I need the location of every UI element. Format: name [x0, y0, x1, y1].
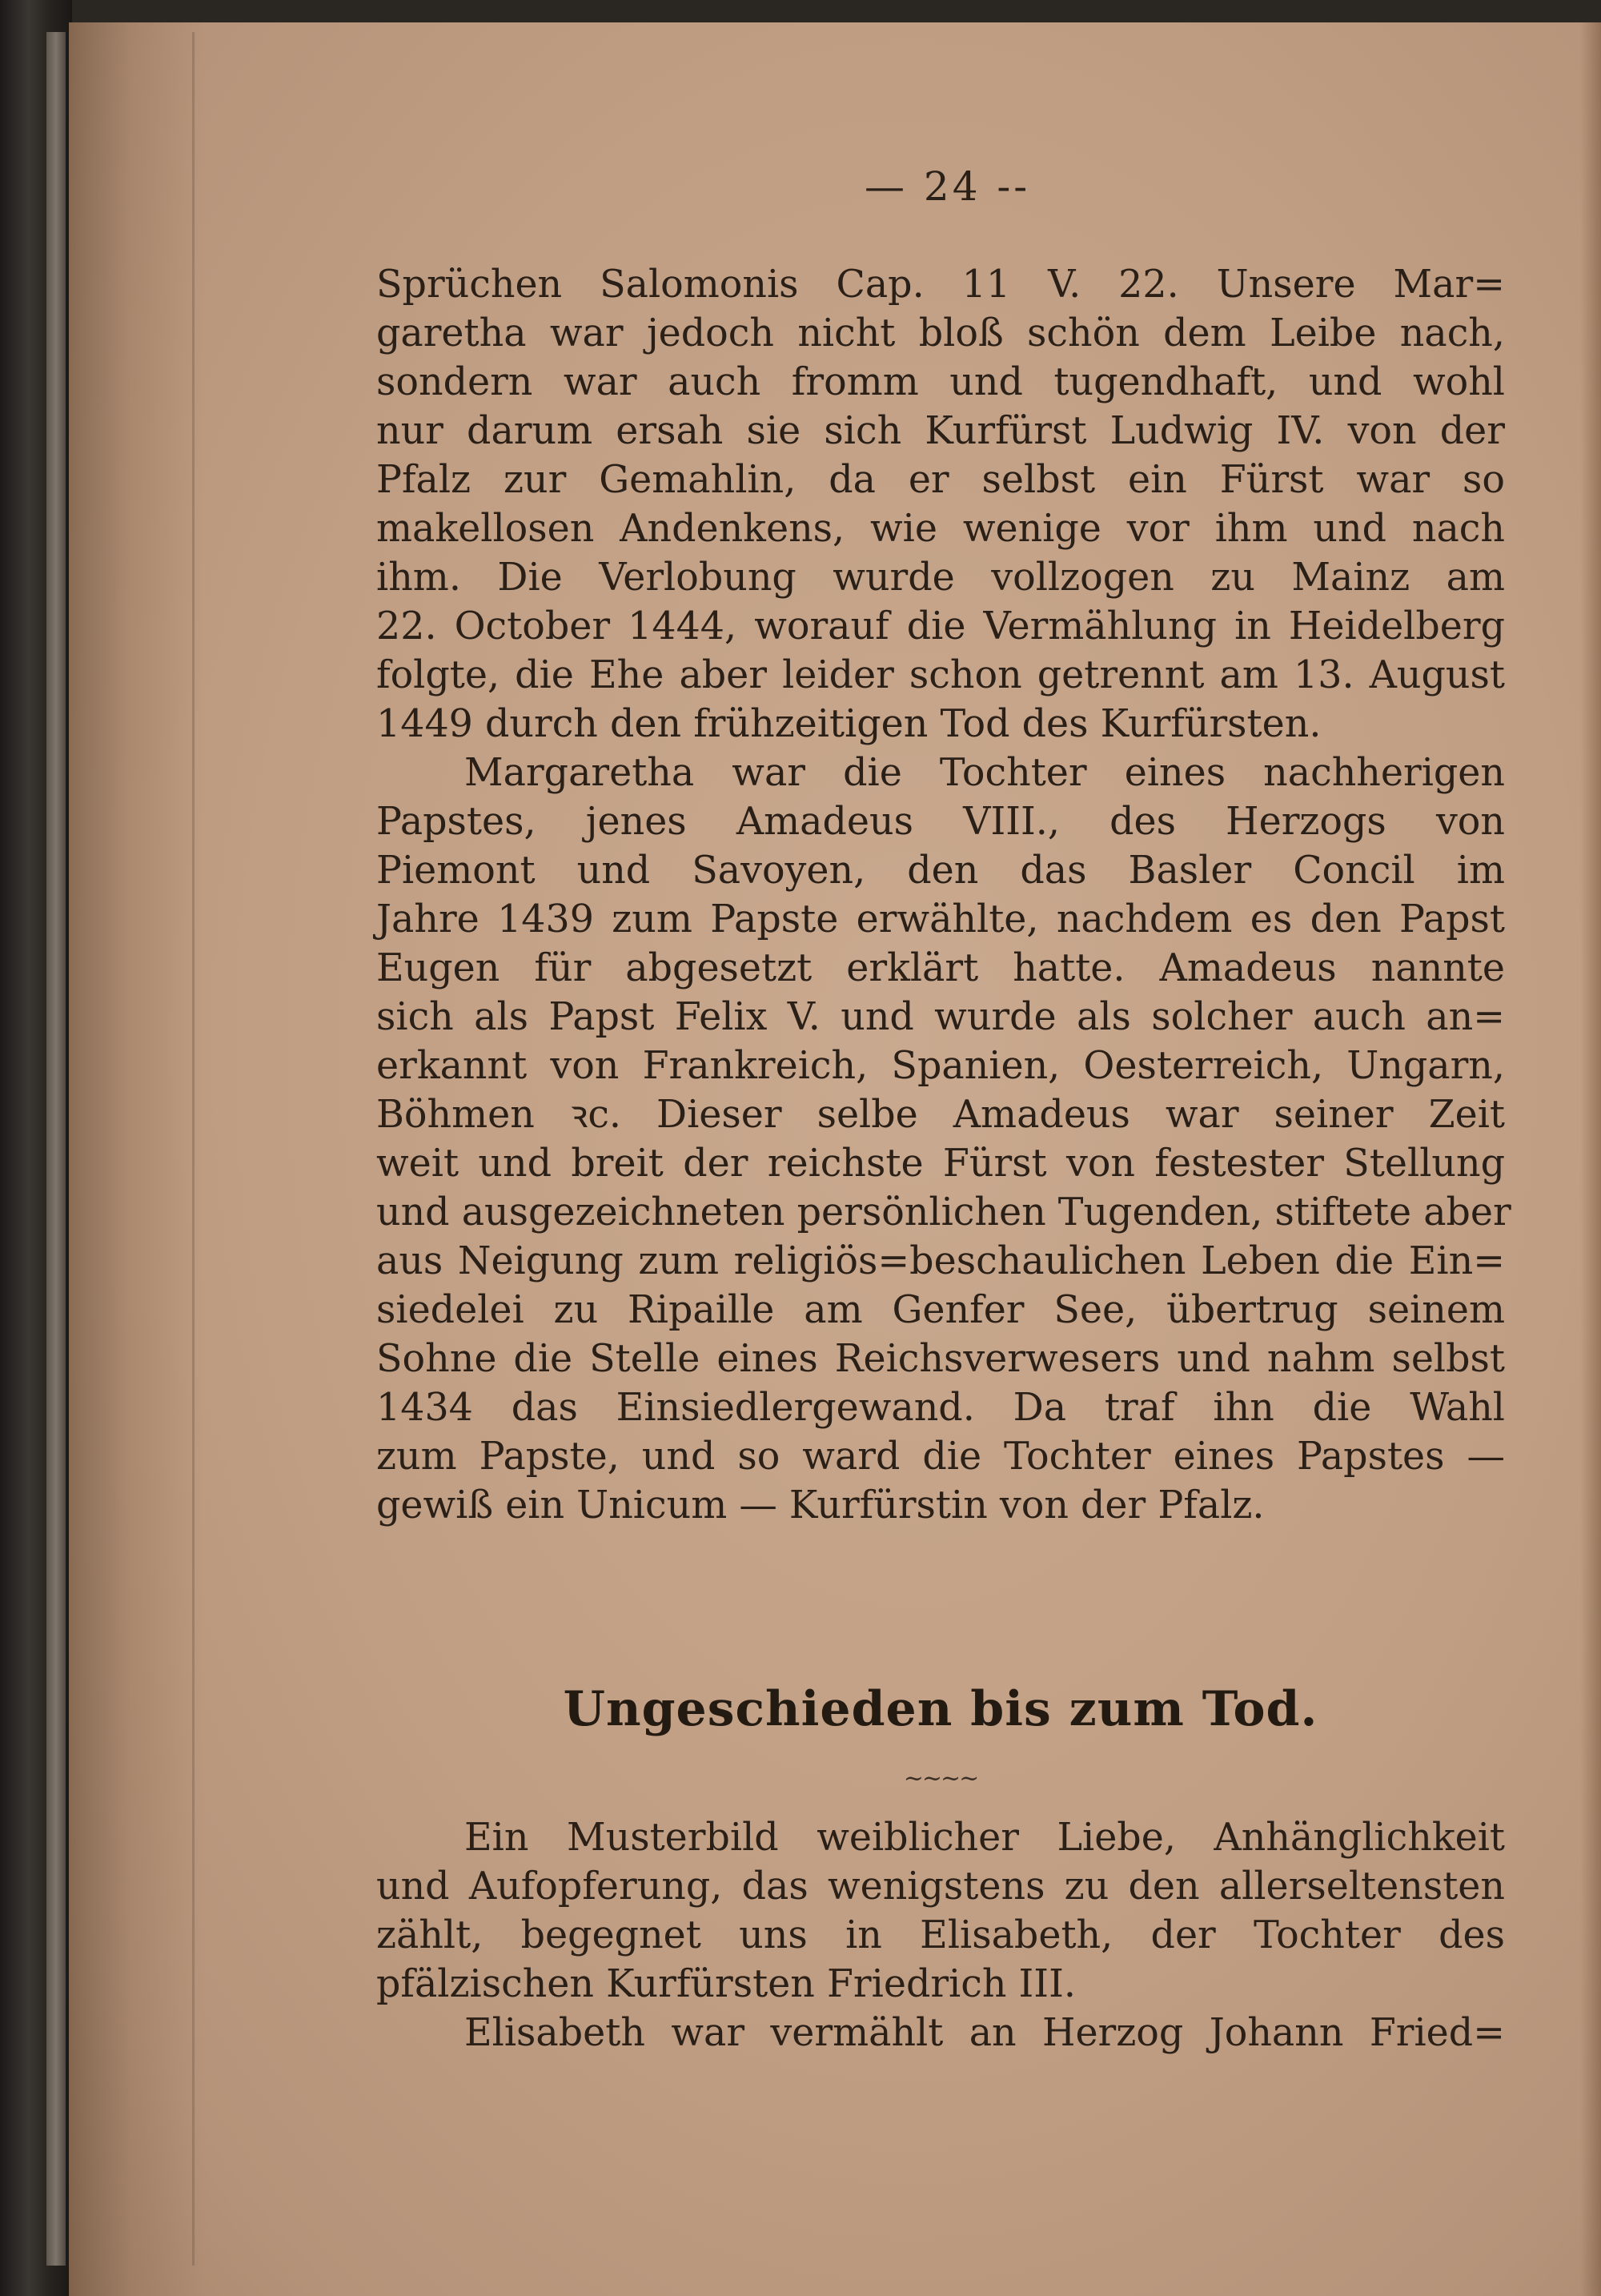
text-line: weit und breit der reichste Fürst von festester Stellung [376, 1142, 1505, 1186]
text-line: und ausgezeichneten persönlichen Tugenden, stiftete aber [376, 1190, 1511, 1234]
paragraph-elisabeth [376, 1813, 1505, 2057]
text-line: erkannt von Frankreich, Spanien, Oesterreich, Ungarn, [376, 1044, 1505, 1088]
text-line: nur darum ersah sie sich Kurfürst Ludwig IV. von der [376, 409, 1505, 453]
text-line: Sohne die Stelle eines Reichsverwesers und nahm selbst [376, 1337, 1505, 1381]
text-line: Pfalz zur Gemahlin, da er selbst ein Fürst war so [376, 458, 1505, 502]
text-line: folgte, die Ehe aber leider schon getrennt am 13. August [376, 653, 1505, 697]
text-line: zum Papste, und so ward die Tochter eines Papstes — [376, 1435, 1505, 1479]
ornament-divider: ~~~~ [903, 1764, 978, 1792]
text-line: 1434 das Einsiedlergewand. Da traf ihn die Wahl [376, 1386, 1505, 1430]
text-line: makellosen Andenkens, wie wenige vor ihm und nach [376, 507, 1505, 551]
page-gutter-shadow [69, 22, 205, 2296]
text-line: und Aufopferung, das wenigstens zu den allerseltensten [376, 1864, 1505, 1909]
text-line: siedelei zu Ripaille am Genfer See, übertrug seinem [376, 1288, 1505, 1332]
page-number: — 24 -- [865, 163, 1031, 210]
text-line: Papstes, jenes Amadeus VIII., des Herzogs von [376, 800, 1505, 844]
text-line: Jahre 1439 zum Papste erwählte, nachdem es den Papst [376, 897, 1505, 941]
text-line: Eugen für abgesetzt erklärt hatte. Amadeus nannte [376, 946, 1505, 990]
text-line: zählt, begegnet uns in Elisabeth, der Tochter des [376, 1913, 1505, 1957]
gutter-fold-line [192, 32, 195, 2266]
text-line: Piemont und Savoyen, den das Basler Concil im [376, 849, 1505, 893]
text-line: 1449 durch den frühzeitigen Tod des Kurfürsten. [376, 702, 1322, 746]
text-line: 22. October 1444, worauf die Vermählung in Heidelberg [376, 604, 1505, 648]
page-right-edge [1580, 22, 1601, 2296]
text-line: aus Neigung zum religiös=beschaulichen Leben die Ein= [376, 1239, 1505, 1283]
text-line: Ein Musterbild weiblicher Liebe, Anhänglichkeit [464, 1816, 1505, 1860]
text-line: Sprüchen Salomonis Cap. 11 V. 22. Unsere Mar= [376, 263, 1505, 307]
text-line: sich als Papst Felix V. und wurde als solcher auch an= [376, 995, 1505, 1039]
text-line: garetha war jedoch nicht bloß schön dem Leibe nach, [376, 311, 1505, 355]
text-line: sondern war auch fromm und tugendhaft, und wohl [376, 360, 1505, 404]
section-heading: Ungeschieden bis zum Tod. [563, 1681, 1318, 1737]
binding-edge [46, 32, 66, 2266]
text-line: Elisabeth war vermählt an Herzog Johann Fried= [464, 2011, 1505, 2055]
text-line: ihm. Die Verlobung wurde vollzogen zu Mainz am [376, 556, 1505, 600]
text-line: pfälzischen Kurfürsten Friedrich III. [376, 1962, 1076, 2006]
text-line: Margaretha war die Tochter eines nachherigen [464, 751, 1505, 795]
paragraph-margaretha-intro [376, 260, 1511, 1530]
text-line: Böhmen ꝛc. Dieser selbe Amadeus war seiner Zeit [376, 1093, 1505, 1137]
text-line: gewiß ein Unicum — Kurfürstin von der Pfalz. [376, 1483, 1265, 1527]
